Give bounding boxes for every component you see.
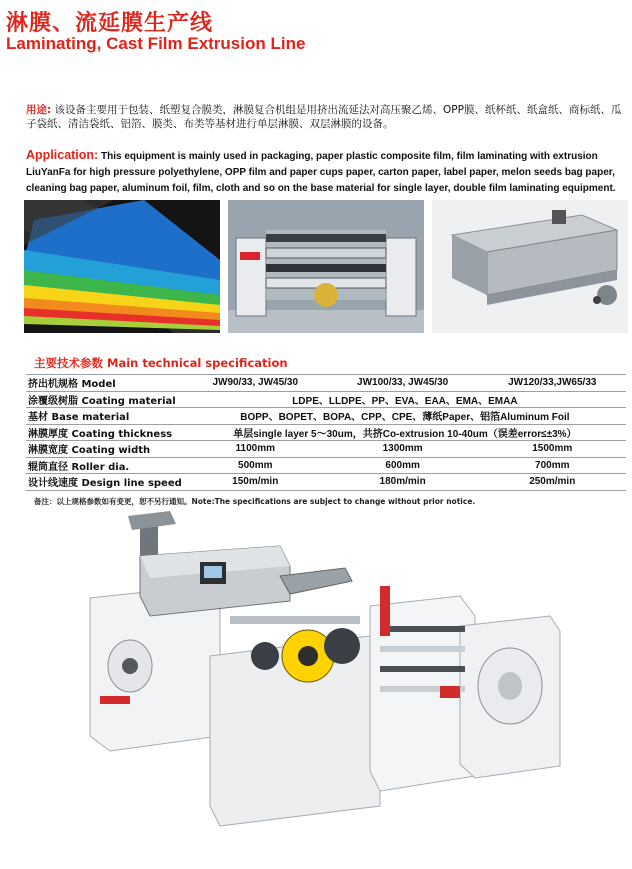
spec-row-coating-width [26,441,626,458]
spec-label: 淋膜宽度 Coating width [26,441,184,458]
spec-row-coating-material [26,391,626,408]
spec-label: 基材 Base material [26,408,184,425]
spec-cell: 150m/min [184,474,327,491]
spec-note: 备注：以上规格参数如有变更，恕不另行通知。Note:The specifications are subject to change without prior notice. [34,497,476,506]
spec-section-title: 主要技术参数 Main technical specification [34,356,288,370]
spec-table [26,374,626,491]
usage-text: 该设备主要用于包装、纸塑复合膜类，淋膜复合机组是用挤出流延法对高压聚乙烯、OPP膜、纸杯纸、纸盒纸、商标纸、瓜子袋纸、清洁袋纸、铝箔、膜类、布类等基材进行单层淋膜、双层淋膜的设备。 [26,104,622,130]
spec-cell: 700mm [479,457,626,474]
t-die-photo [432,200,628,333]
spec-cell: 1500mm [479,441,626,458]
spec-row-model [26,375,626,392]
spec-row-line-speed [26,474,626,491]
title-english: Laminating, Cast Film Extrusion Line [6,34,306,53]
spec-label: 涂覆级树脂 Coating material [26,391,184,408]
spec-cell: 250m/min [479,474,626,491]
spec-cell: 1100mm [184,441,327,458]
spec-cell: 1300mm [327,441,479,458]
spec-row-base-material [26,408,626,425]
application-paragraph [26,147,626,197]
spec-row-roller-dia [26,457,626,474]
spec-cell: 600mm [327,457,479,474]
spec-cell: JW90/33, JW45/30 [184,375,327,392]
application-text: This equipment is mainly used in packaging, paper plastic composite film, film laminating with extrusion LiuYanFa for high pressure polyethylene, OPP film and paper cups paper, carton paper, label paper, melon seeds bag paper, cleaning bag paper, aluminum foil, film, cloth and so on the base material for single layer, double film laminating equipment. [26,151,616,194]
spec-cell: 500mm [184,457,327,474]
spec-cell: 180m/min [327,474,479,491]
usage-paragraph [26,104,622,131]
spec-label: 辊筒直径 Roller dia. [26,457,184,474]
spec-row-coating-thickness [26,424,626,441]
spec-label: 设计线速度 Design line speed [26,474,184,491]
spec-label: 挤出机规格 Model [26,375,184,392]
title-chinese: 淋膜、流延膜生产线 [6,11,214,36]
spec-label: 淋膜厚度 Coating thickness [26,424,184,441]
usage-label: 用途: [26,104,52,116]
application-label: Application: [26,148,99,162]
spec-cell: JW100/33, JW45/30 [327,375,479,392]
spec-cell: JW120/33,JW65/33 [479,375,626,392]
rewinder-machine-photo [228,200,424,333]
extrusion-line-machine-image [80,506,562,842]
spec-cell: 单层single layer 5～30um，共挤Co-extrusion 10-40um（误差error≤±3%） [184,424,626,441]
spec-cell: BOPP、BOPET、BOPA、CPP、CPE、薄纸Paper、铝箔Aluminum Foil [184,408,626,425]
film-samples-photo [24,200,220,333]
spec-cell: LDPE、LLDPE、PP、EVA、EAA、EMA、EMAA [184,391,626,408]
